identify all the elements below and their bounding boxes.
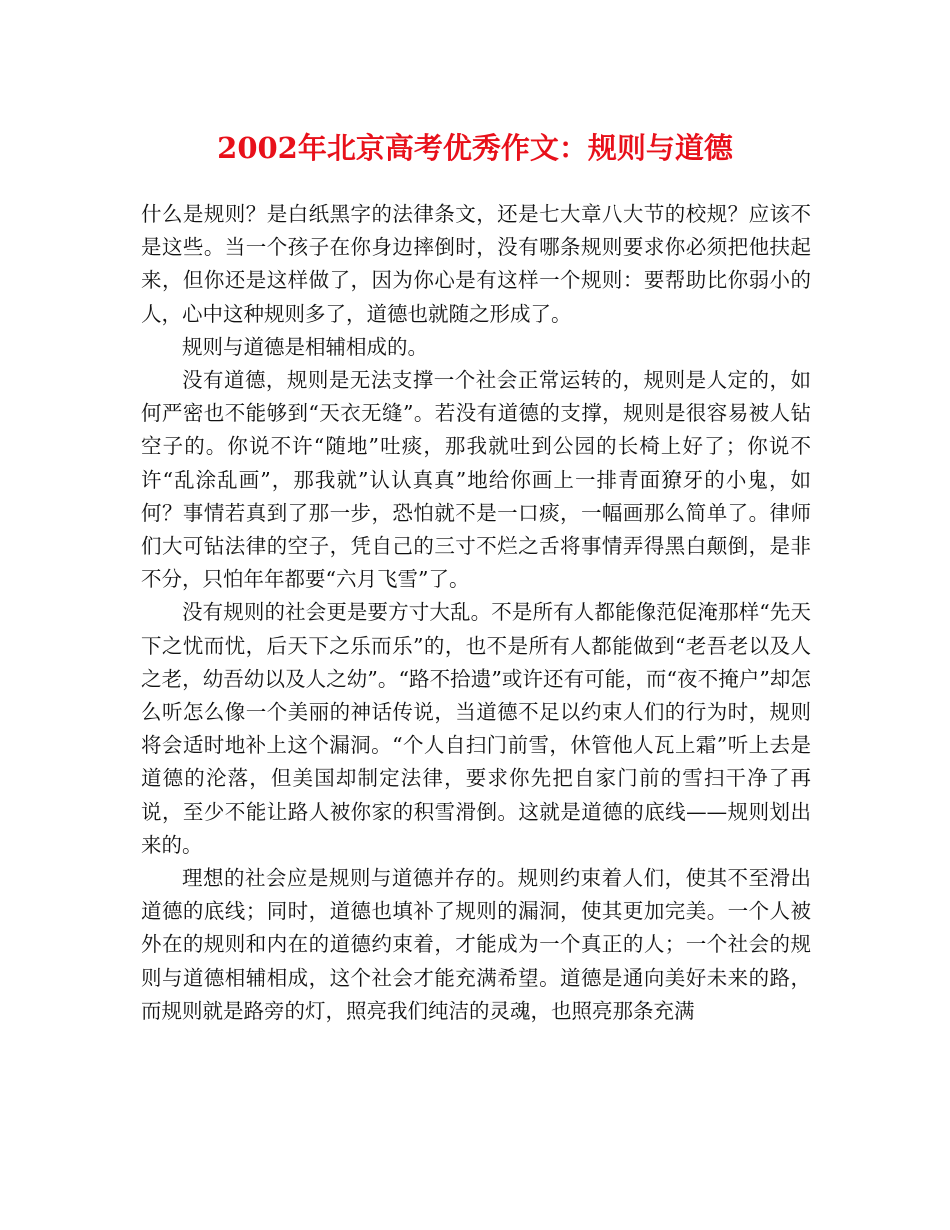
paragraph-4: 没有规则的社会更是要方寸大乱。不是所有人都能像范促淹那样“先天下之忧而忧，后天下之乐而乐”的，也不是所有人都能做到“老吾老以及人之老，幼吾幼以及人之幼”。“路不拾遗”或许还有可能，而“夜不掩户”却怎么听怎么像一个美丽的神话传说，当道德不足以约束人们的行为时，规则将会适时地补上这个漏洞。“个人自扫门前雪，休管他人瓦上霜”听上去是道德的沦落，但美国却制定法律，要求你先把自家门前的雪扫干净了再说，至少不能让路人被你家的积雪滑倒。这就是道德的底线——规则划出来的。 — [141, 600, 811, 857]
document-body — [141, 198, 811, 1028]
paragraph-2: 规则与道德是相辅相成的。 — [182, 334, 428, 359]
document-title: 2002年北京高考优秀作文：规则与道德 — [217, 131, 733, 165]
paragraph-3: 没有道德，规则是无法支撑一个社会正常运转的，规则是人定的，如何严密也不能够到“天衣无缝”。若没有道德的支撑，规则是很容易被人钻空子的。你说不许“随地”吐痰，那我就吐到公园的长椅上好了；你说不许“乱涂乱画”，那我就”认认真真”地给你画上一排青面獠牙的小鬼，如何？事情若真到了那一步，恐怕就不是一口痰，一幅画那么简单了。律师们大可钻法律的空子，凭自己的三寸不烂之舌将事情弄得黑白颠倒，是非不分，只怕年年都要“六月飞雪”了。 — [141, 368, 811, 592]
paragraph-1: 什么是规则？是白纸黑字的法律条文，还是七大章八大节的校规？应该不是这些。当一个孩子在你身边摔倒时，没有哪条规则要求你必须把他扶起来，但你还是这样做了，因为你心是有这样一个规则：要帮助比你弱小的人，心中这种规则多了，道德也就随之形成了。 — [141, 202, 811, 326]
paragraph-5: 理想的社会应是规则与道德并存的。规则约束着人们，使其不至滑出道德的底线；同时，道德也填补了规则的漏洞，使其更加完美。一个人被外在的规则和内在的道德约束着，才能成为一个真正的人；一个社会的规则与道德相辅相成，这个社会才能充满希望。道德是通向美好未来的路，而规则就是路旁的灯，照亮我们纯洁的灵魂，也照亮那条充满 — [141, 866, 811, 1023]
